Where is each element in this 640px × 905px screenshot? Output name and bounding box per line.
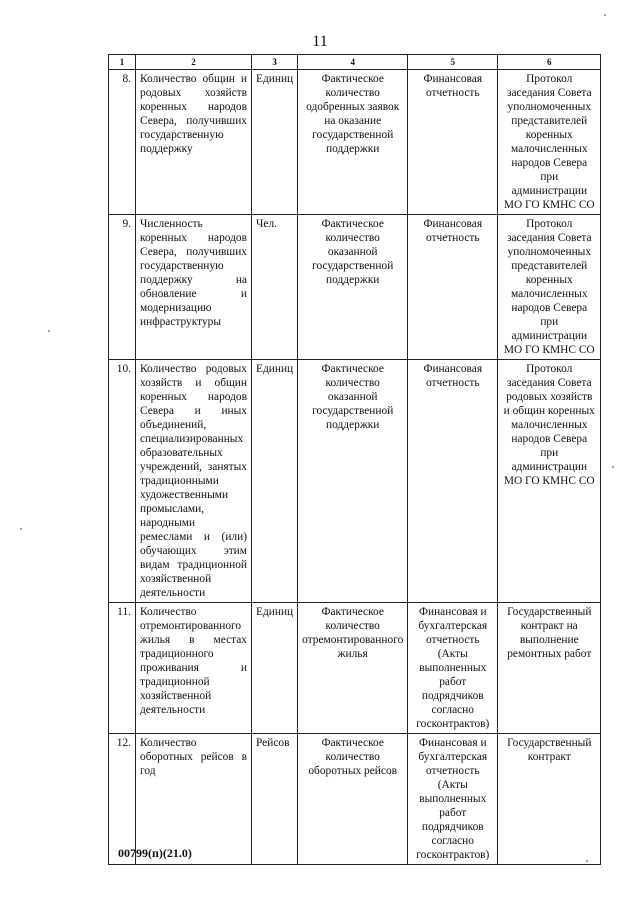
- indicator-name: Количество оборотных рейсов в год: [136, 734, 252, 865]
- scan-speck: [612, 466, 614, 468]
- page-number: 11: [312, 33, 328, 50]
- scan-speck: [48, 330, 50, 332]
- table-row: [109, 70, 601, 215]
- unit-cell: Единиц: [252, 360, 298, 603]
- supporting-document: Протокол заседания Совета родовых хозяйств и общин коренных малочисленных народов Севера при администрации МО ГО КМНС СО: [498, 360, 601, 603]
- row-number: 10.: [109, 360, 136, 603]
- indicator-name: Количество отремонтированного жилья в местах традиционного проживания и традиционной хозяйственной деятельности: [136, 603, 252, 734]
- calculation-method: Фактическое количество оказанной государственной поддержки: [298, 360, 408, 603]
- unit-cell: Чел.: [252, 215, 298, 360]
- indicators-table: [108, 54, 601, 865]
- table-row: [109, 603, 601, 734]
- calculation-method: Фактическое количество оборотных рейсов: [298, 734, 408, 865]
- column-header: 2: [136, 55, 252, 70]
- column-header: 6: [498, 55, 601, 70]
- data-source: Финансовая и бухгалтерская отчетность (Акты выполненных работ подрядчиков согласно госконтрактов): [408, 603, 498, 734]
- supporting-document: Государственный контракт: [498, 734, 601, 865]
- scan-speck: [586, 860, 588, 862]
- column-header: 3: [252, 55, 298, 70]
- unit-cell: Единиц: [252, 603, 298, 734]
- supporting-document: Государственный контракт на выполнение ремонтных работ: [498, 603, 601, 734]
- data-source: Финансовая и бухгалтерская отчетность (Акты выполненных работ подрядчиков согласно госконтрактов): [408, 734, 498, 865]
- calculation-method: Фактическое количество отремонтированного жилья: [298, 603, 408, 734]
- scan-speck: [20, 528, 22, 530]
- scan-speck: [604, 14, 606, 16]
- indicator-name: Численность коренных народов Севера, получивших государственную поддержку на обновление и модернизацию инфраструктуры: [136, 215, 252, 360]
- unit-cell: Рейсов: [252, 734, 298, 865]
- row-number: 9.: [109, 215, 136, 360]
- table-row: [109, 734, 601, 865]
- unit-cell: Единиц: [252, 70, 298, 215]
- table-row: [109, 215, 601, 360]
- row-number: 11.: [109, 603, 136, 734]
- calculation-method: Фактическое количество одобренных заявок на оказание государственной поддержки: [298, 70, 408, 215]
- table-header-row: [109, 55, 601, 70]
- document-code: 00799(п)(21.0): [118, 846, 192, 860]
- column-header: 1: [109, 55, 136, 70]
- indicator-name: Количество общин и родовых хозяйств коренных народов Севера, получивших государственную поддержку: [136, 70, 252, 215]
- supporting-document: Протокол заседания Совета уполномоченных представителей коренных малочисленных народов Севера при администрации МО ГО КМНС СО: [498, 70, 601, 215]
- supporting-document: Протокол заседания Совета уполномоченных представителей коренных малочисленных народов Севера при администрации МО ГО КМНС СО: [498, 215, 601, 360]
- row-number: 12.: [109, 734, 136, 865]
- data-source: Финансовая отчетность: [408, 360, 498, 603]
- table-row: [109, 360, 601, 603]
- data-source: Финансовая отчетность: [408, 70, 498, 215]
- indicator-name: Количество родовых хозяйств и общин коренных народов Севера и иных объединений, специализированных образовательных учреждений, занятых традиционными художественными промыслами, народными ремеслами и (или) обучающих этим видам традиционной хозяйственной деятельности: [136, 360, 252, 603]
- column-header: 4: [298, 55, 408, 70]
- calculation-method: Фактическое количество оказанной государственной поддержки: [298, 215, 408, 360]
- data-source: Финансовая отчетность: [408, 215, 498, 360]
- row-number: 8.: [109, 70, 136, 215]
- column-header: 5: [408, 55, 498, 70]
